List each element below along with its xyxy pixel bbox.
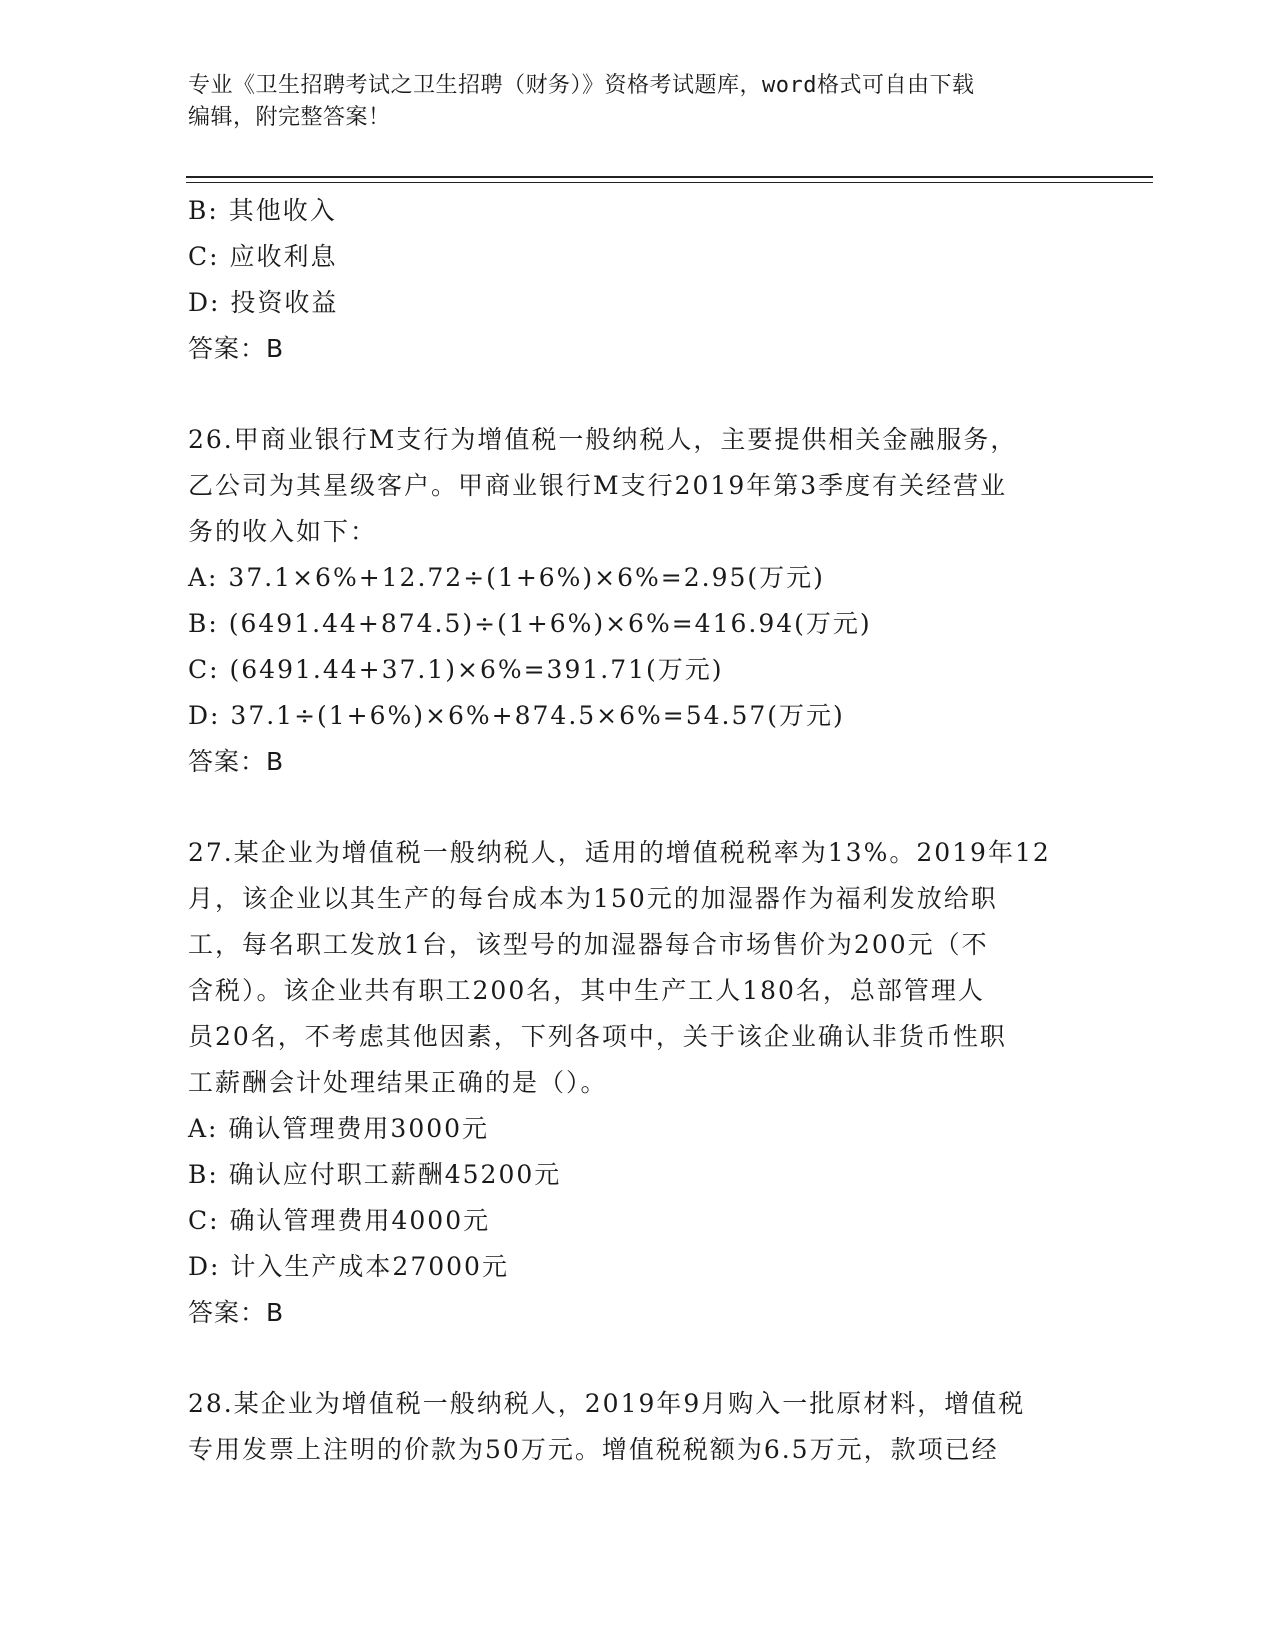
q26-option-c: C: (6491.44+37.1)×6%=391.71(万元) [188,655,724,684]
q27-text-line: 月，该企业以其生产的每台成本为150元的加湿器作为福利发放给职 [188,884,998,913]
q26-text-line: 26.甲商业银行M支行为增值税一般纳税人，主要提供相关金融服务， [188,425,1018,454]
header-line-2: 编辑，附完整答案！ [188,105,391,130]
q28-text-line: 28.某企业为增值税一般纳税人，2019年9月购入一批原材料，增值税 [188,1389,1026,1418]
q27-text-line: 工薪酬会计处理结果正确的是（）。 [188,1068,608,1097]
q26-answer: 答案：B [188,747,285,776]
q27-text-line: 含税）。该企业共有职工200名，其中生产工人180名，总部管理人 [188,976,985,1005]
q25-option-b: B: 其他收入 [188,196,337,225]
header-rule-thin [186,182,1153,183]
q27-option-a: A: 确认管理费用3000元 [188,1114,490,1143]
q25-answer: 答案：B [188,334,285,363]
q27-text-line: 员20名，不考虑其他因素，下列各项中，关于该企业确认非货币性职 [188,1022,1007,1051]
q25-option-c: C: 应收利息 [188,242,338,271]
header-rule-thick [186,176,1153,178]
question-27 [188,830,1088,1336]
q26-option-d: D: 37.1÷(1+6%)×6%+874.5×6%=54.57(万元) [188,701,845,730]
q26-option-b: B: (6491.44+874.5)÷(1+6%)×6%=416.94(万元) [188,609,872,638]
q26-text-line: 乙公司为其星级客户。甲商业银行M支行2019年第3季度有关经营业 [188,471,1008,500]
q26-text-line: 务的收入如下： [188,517,378,546]
q25-option-d: D: 投资收益 [188,288,339,317]
q27-text-line: 工，每名职工发放1台，该型号的加湿器每合市场售价为200元（不 [188,930,989,959]
q26-option-a: A: 37.1×6%+12.72÷(1+6%)×6%=2.95(万元) [188,563,825,592]
q27-option-c: C: 确认管理费用4000元 [188,1206,491,1235]
q27-option-d: D: 计入生产成本27000元 [188,1252,509,1281]
q27-option-b: B: 确认应付职工薪酬45200元 [188,1160,562,1189]
header-line-1: 专业《卫生招聘考试之卫生招聘（财务）》资格考试题库，word格式可自由下载 [188,73,975,98]
question-28 [188,1381,1088,1473]
q27-text-line: 27.某企业为增值税一般纳税人，适用的增值税税率为13%。2019年12 [188,838,1051,867]
q27-answer: 答案：B [188,1298,285,1327]
q28-text-line: 专用发票上注明的价款为50万元。增值税税额为6.5万元，款项已经 [188,1435,999,1464]
document-body [188,188,1088,1473]
document-header [188,70,1068,134]
question-26 [188,417,1088,785]
question-25 [188,188,1088,372]
